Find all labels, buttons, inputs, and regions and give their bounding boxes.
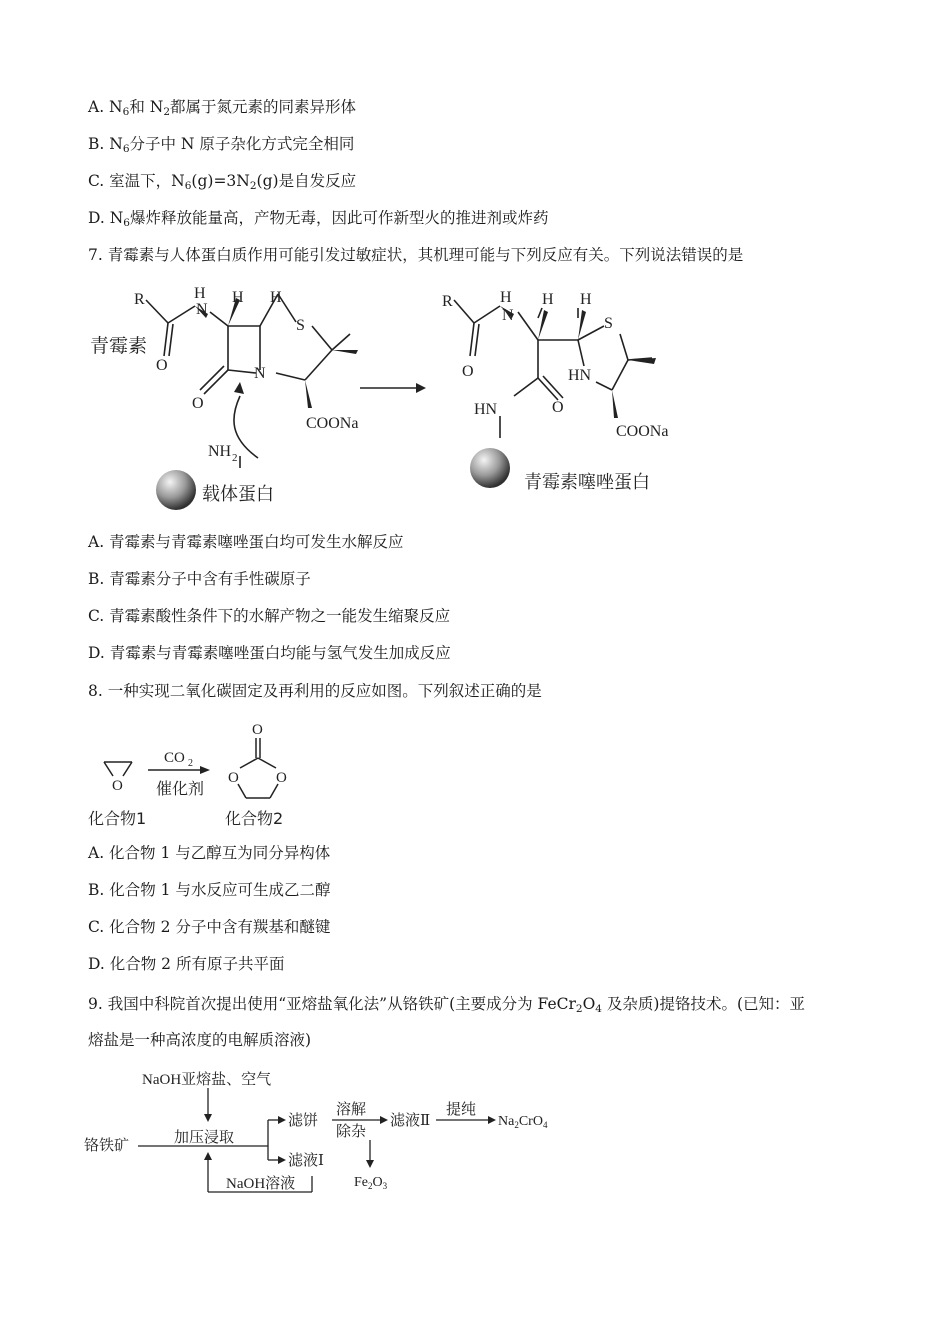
svg-text:溶解: 溶解 bbox=[336, 1102, 367, 1118]
q7-option-a: A. 青霉素与青霉素噻唑蛋白均可发生水解反应 bbox=[88, 533, 404, 551]
svg-text:除杂: 除杂 bbox=[336, 1124, 367, 1140]
svg-text:H: H bbox=[542, 291, 554, 308]
svg-text:Na2CrO4: $Na_2CrO_4$ bbox=[498, 1114, 548, 1130]
svg-text:N: N bbox=[196, 301, 208, 318]
q8-stem: 8. 一种实现二氧化碳固定及再利用的反应如图。下列叙述正确的是 bbox=[88, 682, 542, 700]
svg-text:提纯: 提纯 bbox=[446, 1102, 477, 1118]
svg-text:H: H bbox=[580, 291, 592, 308]
svg-text:H: H bbox=[270, 289, 282, 306]
svg-text:滤液Ⅰ: 滤液Ⅰ bbox=[288, 1153, 324, 1169]
svg-text:加压浸取: 加压浸取 bbox=[174, 1130, 235, 1146]
compound2-label: 化合物2 bbox=[225, 809, 284, 828]
q6-option-d: D. $N_6$爆炸释放能量高，产物无毒，因此可作新型火的推进剂或炸药 bbox=[88, 209, 549, 229]
svg-text:2: 2 bbox=[232, 452, 238, 464]
svg-text:HN: HN bbox=[568, 367, 592, 384]
penicillin-reaction-diagram bbox=[80, 278, 720, 518]
q9-stem-line2: 熔盐是一种高浓度的电解质溶液) bbox=[88, 1031, 312, 1049]
compound1-label: 化合物1 bbox=[88, 809, 147, 828]
svg-text:HN: HN bbox=[474, 401, 498, 418]
svg-text:COONa: COONa bbox=[616, 423, 669, 440]
co2-fixation-diagram bbox=[80, 712, 340, 834]
svg-text:NaOH溶液: NaOH溶液 bbox=[226, 1176, 296, 1192]
penicillin-label: 青霉素 bbox=[90, 335, 148, 357]
svg-text:O: O bbox=[156, 357, 168, 374]
q6-option-b: B. $N_6$分子中 N 原子杂化方式完全相同 bbox=[88, 135, 355, 155]
q8-option-b: B. 化合物 1 与水反应可生成乙二醇 bbox=[88, 881, 331, 899]
q7-option-c: C. 青霉素酸性条件下的水解产物之一能发生缩聚反应 bbox=[88, 607, 451, 625]
svg-text:2: 2 bbox=[188, 758, 193, 769]
svg-text:催化剂: 催化剂 bbox=[156, 779, 205, 798]
q8-option-c: C. 化合物 2 分子中含有羰基和醚键 bbox=[88, 918, 331, 936]
svg-text:O: O bbox=[112, 778, 123, 794]
carrier-protein-sphere bbox=[156, 470, 196, 510]
q8-option-a: A. 化合物 1 与乙醇互为同分异构体 bbox=[88, 844, 331, 862]
product-protein-sphere bbox=[470, 448, 510, 488]
svg-text:CO: CO bbox=[164, 750, 185, 766]
svg-text:O: O bbox=[228, 770, 239, 786]
svg-text:S: S bbox=[604, 315, 613, 332]
q7-stem: 7. 青霉素与人体蛋白质作用可能引发过敏症状，其机理可能与下列反应有关。下列说法错误的是 bbox=[88, 246, 744, 264]
q9-stem-line1: 9. 我国中科院首次提出使用“亚熔盐氧化法”从铬铁矿(主要成分为 $FeCr_2O_4$ 及杂质)提铬技术。(已知：亚 bbox=[88, 995, 806, 1015]
svg-text:COONa: COONa bbox=[306, 415, 359, 432]
svg-text:H: H bbox=[500, 289, 512, 306]
svg-text:O: O bbox=[462, 363, 474, 380]
svg-text:NaOH亚熔盐、空气: NaOH亚熔盐、空气 bbox=[142, 1072, 272, 1088]
svg-text:滤液Ⅱ: 滤液Ⅱ bbox=[390, 1113, 431, 1129]
svg-text:S: S bbox=[296, 317, 305, 334]
chromium-extraction-flowchart bbox=[80, 1064, 580, 1204]
svg-text:N: N bbox=[254, 365, 266, 382]
svg-text:Fe2O3: $Fe_2O_3$ bbox=[354, 1175, 388, 1191]
svg-text:O: O bbox=[276, 770, 287, 786]
svg-text:滤饼: 滤饼 bbox=[288, 1113, 319, 1129]
svg-text:R: R bbox=[134, 291, 145, 308]
svg-text:O: O bbox=[252, 722, 263, 738]
svg-text:H: H bbox=[194, 285, 206, 302]
q6-option-a: A. $N_6$和 $N_2$都属于氮元素的同素异形体 bbox=[88, 98, 357, 118]
q8-option-d: D. 化合物 2 所有原子共平面 bbox=[88, 955, 285, 973]
carrier-protein-label: 载体蛋白 bbox=[202, 484, 274, 505]
svg-text:N: N bbox=[502, 307, 514, 324]
svg-text:NH: NH bbox=[208, 443, 232, 460]
svg-text:H: H bbox=[232, 289, 244, 306]
q7-option-b: B. 青霉素分子中含有手性碳原子 bbox=[88, 570, 311, 588]
product-label: 青霉素噻唑蛋白 bbox=[524, 472, 650, 493]
svg-text:R: R bbox=[442, 293, 453, 310]
q7-option-d: D. 青霉素与青霉素噻唑蛋白均能与氢气发生加成反应 bbox=[88, 644, 451, 662]
svg-text:铬铁矿: 铬铁矿 bbox=[84, 1138, 130, 1154]
q6-option-c: C. 室温下，$N_6(g)=3N_2(g)$是自发反应 bbox=[88, 172, 357, 192]
svg-text:O: O bbox=[192, 395, 204, 412]
svg-text:O: O bbox=[552, 399, 564, 416]
